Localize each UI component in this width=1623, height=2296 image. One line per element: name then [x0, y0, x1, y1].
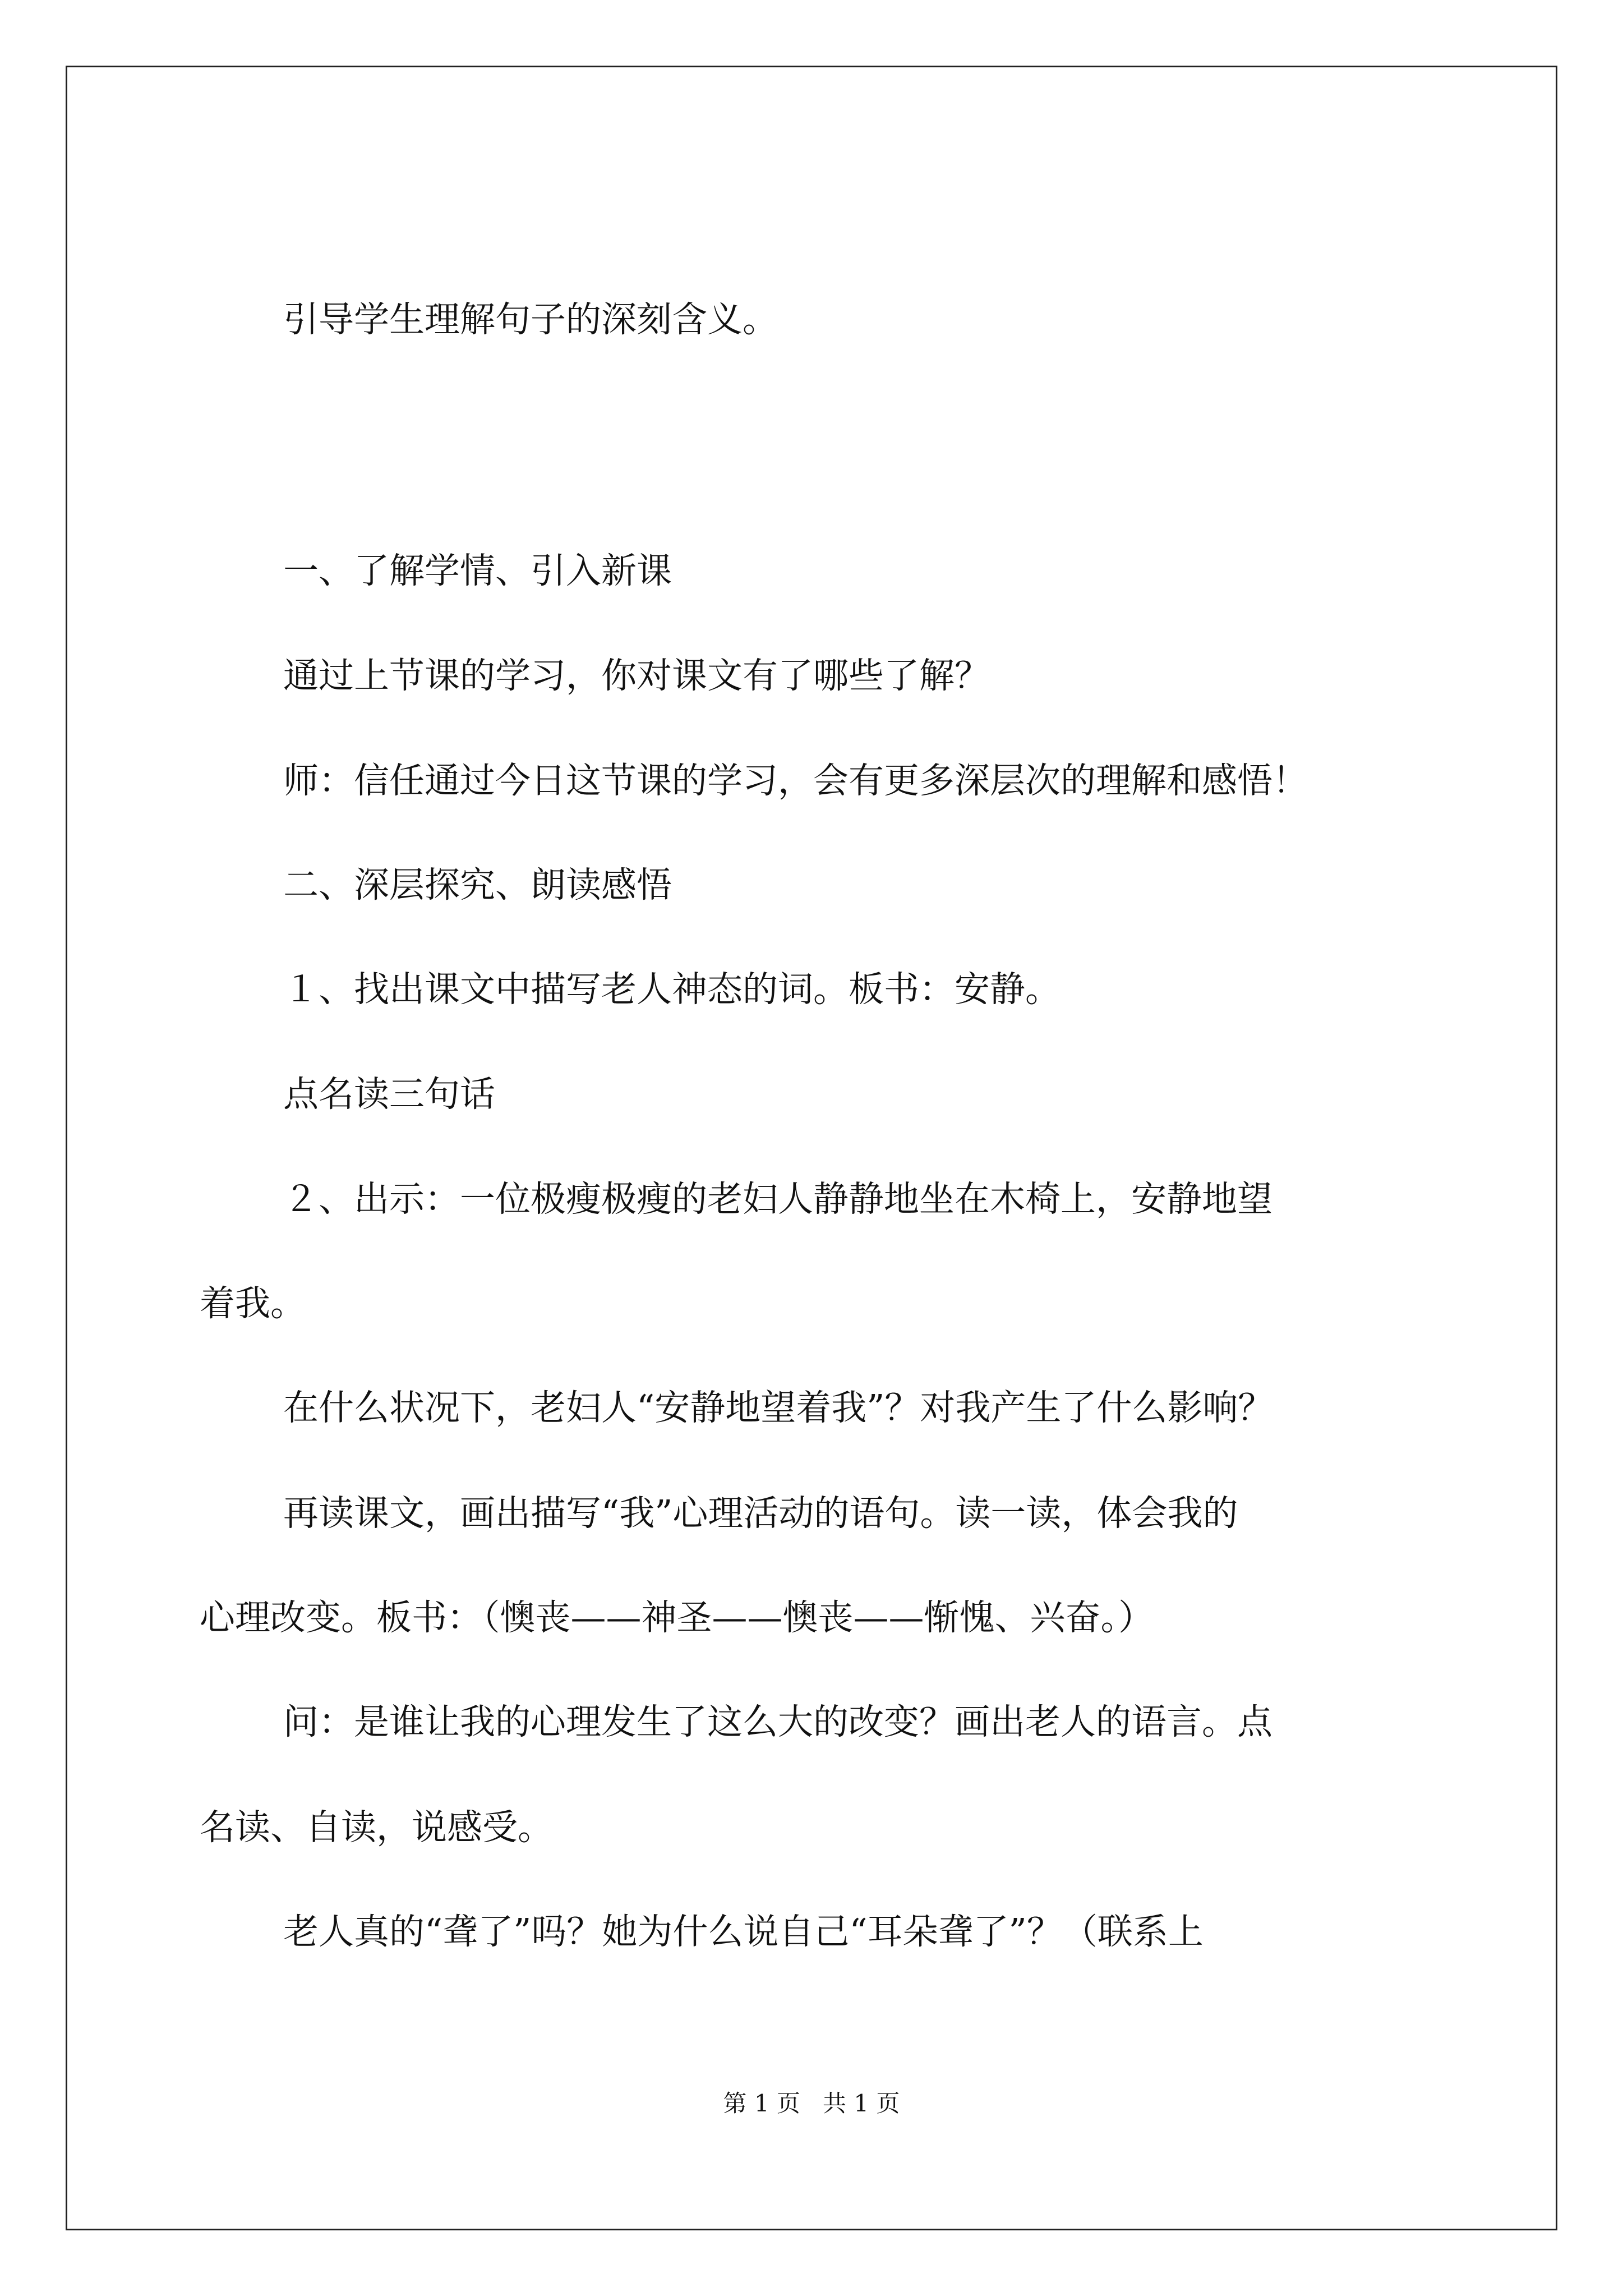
- text-line: 着我。: [200, 1283, 306, 1324]
- text-line: 点名读三句话: [283, 1074, 495, 1115]
- section-heading: 一、了解学情、引入新课: [283, 550, 672, 591]
- section-heading: 二、深层探究、朗读感悟: [283, 864, 672, 905]
- text-line: 师：信任通过今日这节课的学习，会有更多深层次的理解和感悟！: [283, 760, 1308, 801]
- page-footer: 第 1 页 共 1 页: [723, 2090, 900, 2117]
- text-line: 通过上节课的学习，你对课文有了哪些了解？: [283, 655, 990, 696]
- text-line: 再读课文，画出描写“我”心理活动的语句。读一读，体会我的: [283, 1493, 1238, 1534]
- text-line: ２、出示：一位极瘦极瘦的老妇人静静地坐在木椅上，安静地望: [283, 1179, 1272, 1220]
- text-line: 心理改变。板书：（懊丧——神圣——懊丧——惭愧、兴奋。）: [200, 1597, 1154, 1638]
- text-line: １、找出课文中描写老人神态的词。板书：安静。: [283, 969, 1061, 1010]
- page-border: [66, 66, 1557, 2230]
- text-line: 名读、自读，说感受。: [200, 1807, 553, 1848]
- text-line: 在什么状况下，老妇人“安静地望着我”？对我产生了什么影响？: [283, 1387, 1274, 1428]
- text-line: 问：是谁让我的心理发生了这么大的改变？画出老人的语言。点: [283, 1701, 1272, 1742]
- text-line: 引导学生理解句子的深刻含义。: [283, 299, 778, 340]
- text-line: 老人真的“聋了”吗？她为什么说自己“耳朵聋了”？（联系上: [283, 1911, 1204, 1952]
